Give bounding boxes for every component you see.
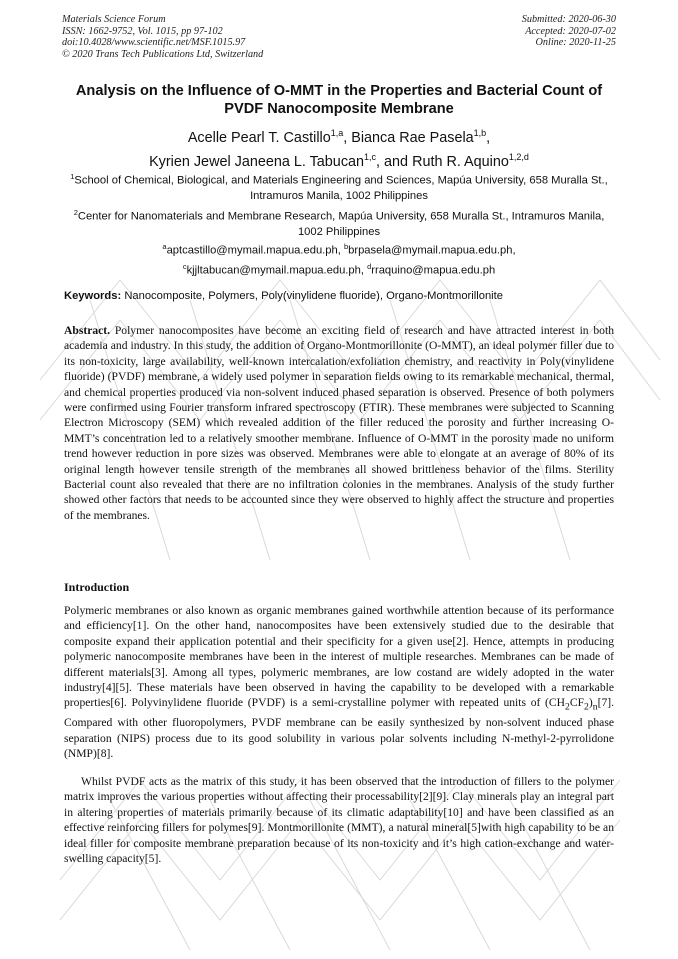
accepted-date: Accepted: 2020-07-02 xyxy=(525,25,616,37)
issn-line: ISSN: 1662-9752, Vol. 1015, pp 97-102 xyxy=(62,25,223,37)
keywords-line xyxy=(64,289,614,304)
email-mark: a xyxy=(162,242,167,251)
author-name: Bianca Rae Pasela xyxy=(351,129,474,146)
submitted-date: Submitted: 2020-06-30 xyxy=(521,14,616,25)
author-name: Kyrien Jewel Janeena L. Tabucan xyxy=(149,153,365,170)
paragraph-text: [7]. Compared with other fluoropolymers, PVDF membrane can be easily synthesized by non-solvent induced phase separation (NIPS) process due to its good solubility in various polar solvents including N-methyl-2-pyrrolidone (NMP)[8]. xyxy=(64,696,614,760)
affiliation-text: Center for Nanomaterials and Membrane Research, Mapúa University, 658 Muralla St., Intramuros Manila, 1002 Philippines xyxy=(77,210,605,238)
formula-subscript: 2 xyxy=(584,701,589,713)
author-separator: , and xyxy=(376,153,413,170)
affiliation-mark: 1 xyxy=(70,172,75,181)
author-name: Acelle Pearl T. Castillo xyxy=(187,129,331,146)
email-mark: b xyxy=(343,242,349,251)
journal-name: Materials Science Forum xyxy=(62,14,166,25)
email-link[interactable]: aptcastillo@mymail.mapua.edu.ph xyxy=(166,244,338,257)
formula-text: ) xyxy=(588,696,593,710)
email-link[interactable]: brpasela@mymail.mapua.edu.ph xyxy=(348,244,513,257)
abstract xyxy=(64,323,614,523)
section-heading-introduction: Introduction xyxy=(64,580,130,594)
formula-text: CF xyxy=(569,696,585,710)
email-link[interactable]: rraquino@mapua.edu.ph xyxy=(371,264,496,277)
introduction-paragraph-1 xyxy=(64,603,614,761)
formula-subscript: 2 xyxy=(565,701,570,713)
email-link[interactable]: kjjltabucan@mymail.mapua.edu.ph xyxy=(186,264,361,277)
formula-subscript: n xyxy=(592,701,598,713)
affiliation-1 xyxy=(64,169,614,204)
email-mark: d xyxy=(367,261,372,271)
email-separator: , xyxy=(512,244,516,257)
author-list xyxy=(60,124,618,172)
author-affiliation-mark: 1,2,d xyxy=(508,151,529,162)
doi-line[interactable]: doi:10.4028/www.scientific.net/MSF.1015.97 xyxy=(62,37,246,49)
abstract-label: Abstract. xyxy=(64,324,111,337)
introduction-paragraph-2: Whilst PVDF acts as the matrix of this study, it has been observed that the introduction of fillers to the polymer matrix improves the various properties without affecting their processability[2][9]. Clay minerals play an integral part in altering properties of materials primarily because of its climatic adaptability[10] and have been classified as an effective reinforcing fillers for polymes[9]. Montmorillonite (MMT), a natural mineral[5]with high capability to be an ideal filler for composite membrane preparation because of its non-toxicity and it’s high cation-exchange and water-swelling capacity[5]. xyxy=(64,775,614,866)
abstract-text: Polymer nanocomposites have become an exciting field of research and have attracted interest in both academia and industry. In this study, the addition of Organo-Montmorillonite (O-MMT), an ideal polymer filler due to its non-toxicity, large availability, well-known intercalation/exfoliation chemistry, and reactivity in Poly(vinylidene fluoride) (PVDF) membrane, a widely used polymer in separation fields owing to its remarkable mechanical, thermal, and chemical properties produced via non-solvent induced phased separation is observed. Presence of both polymers were confirmed using Fourier transform infrared spectroscopy (FTIR). These membranes were subjected to Scanning Electron Microscopy (SEM) which revealed addition of the filler reduced the porosity and further increasing O-MMT’s concentration led to a relatively smoother membrane. Influence of O-MMT in the porosity made no uniform trend however reduction in pore sizes was observed. Membranes were able to elongate at an average of 80% of its original length however tensile strength of the membranes all showed brittleness behavior of the films. Sterility Bacterial count also revealed that there are no infiltration colonies in the membranes. Analysis of the study further showed other factors that needs to be accounted since they were observed to highly affect the structure and properties of the membranes. xyxy=(64,324,614,522)
paragraph-text: Polymeric membranes or also known as organic membranes gained worthwhile attention because of its performance and efficiency[1]. On the other hand, nanocomposites have been extensively studied due to the desirable that composite expand their application potential and their specificity for a given use[2]. Hence, attempts in producing polymeric nanocomposite membranes have been in the interest of multiple researches. Membranes can be made of different materials[3]. Among all types, polymeric membranes, are low costand are widely adopted in the water industry[4][5]. These materials have been observed in having the capability to be developed with a remarkable properties[6]. Polyvinylidene fluoride (PVDF) is a semi-crystalline polymer with repeated units of (CH xyxy=(64,604,614,710)
author-affiliation-mark: 1,a xyxy=(330,128,344,138)
email-mark: c xyxy=(182,261,187,271)
publication-dates xyxy=(522,14,616,49)
article-title: Analysis on the Influence of O-MMT in the Properties and Bacterial Count of PVDF Nanocomposite Membrane xyxy=(75,83,603,117)
author-separator: , xyxy=(343,129,352,146)
online-date: Online: 2020-11-25 xyxy=(535,37,616,49)
author-affiliation-mark: 1,c xyxy=(364,151,377,162)
author-affiliation-mark: 1,b xyxy=(473,128,487,138)
email-separator: , xyxy=(360,264,368,277)
email-separator: , xyxy=(337,244,344,257)
author-separator: , xyxy=(486,129,491,146)
copyright-line: © 2020 Trans Tech Publications Ltd, Switzerland xyxy=(62,48,264,60)
affiliation-mark: 2 xyxy=(73,208,78,217)
author-emails xyxy=(64,239,614,278)
affiliation-text: School of Chemical, Biological, and Materials Engineering and Sciences, Mapúa University, 658 Muralla St., Intramuros Manila, 1002 Philippines xyxy=(74,174,608,202)
keywords-label: Keywords: xyxy=(64,290,122,302)
keywords-text: Nanocomposite, Polymers, Poly(vinylidene fluoride), Organo-Montmorillonite xyxy=(124,290,503,302)
affiliation-2 xyxy=(64,205,614,240)
author-name: Ruth R. Aquino xyxy=(412,153,509,170)
journal-info xyxy=(62,14,263,60)
